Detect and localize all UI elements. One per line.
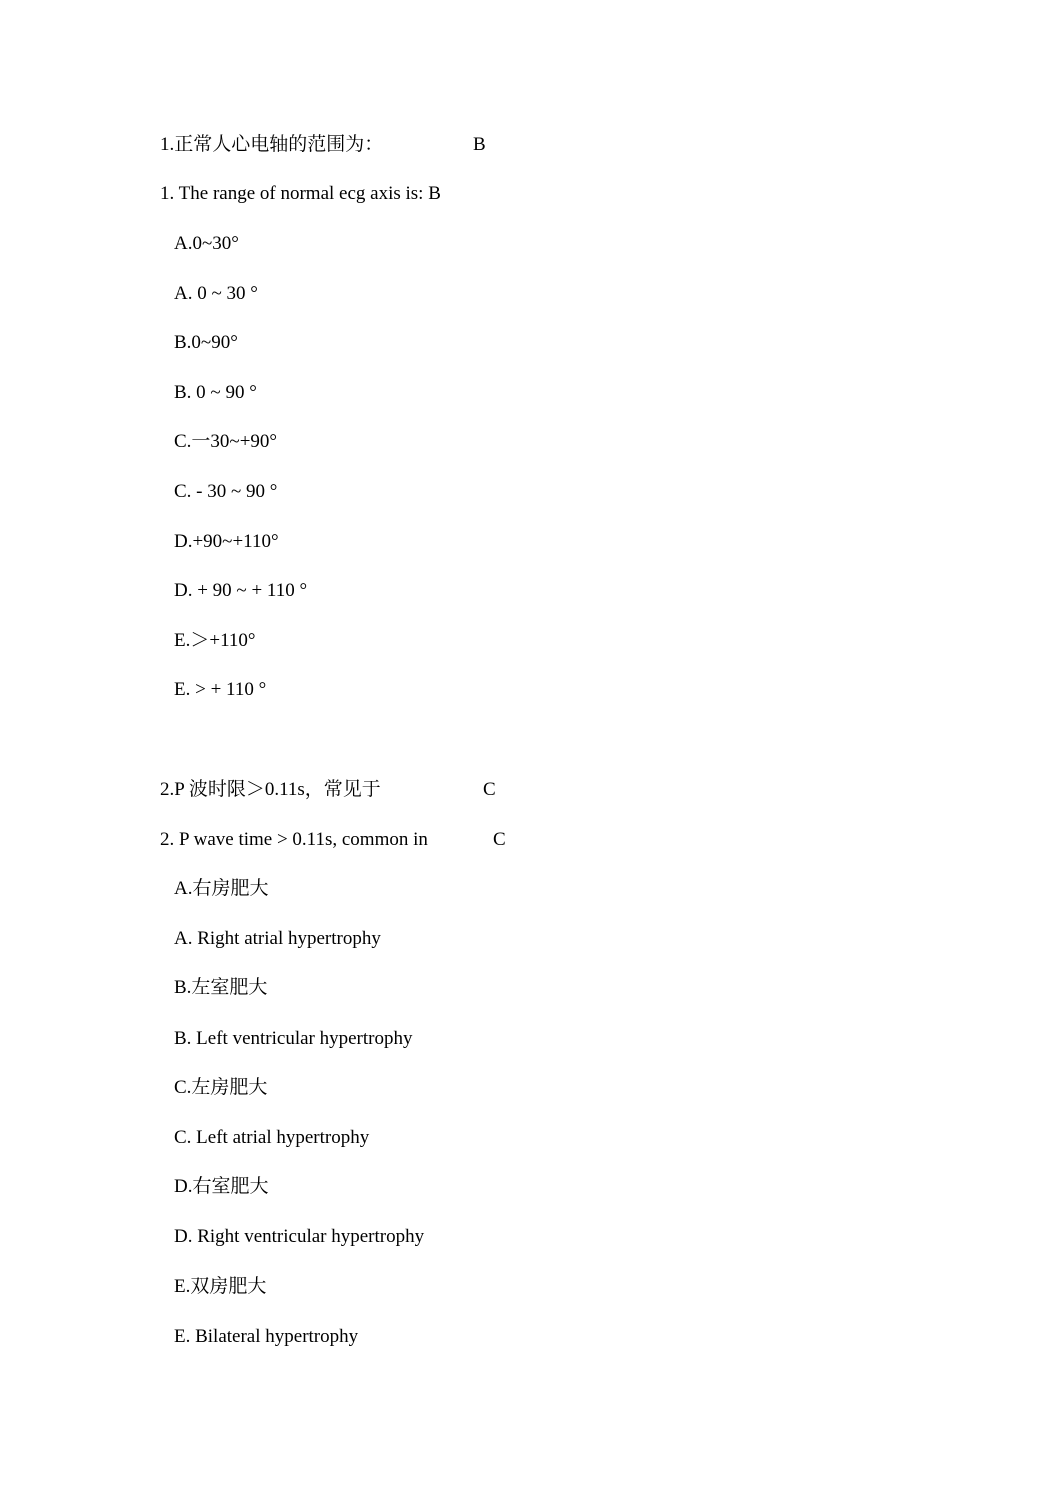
question-2-option-b-en: B. Left ventricular hypertrophy (174, 1028, 413, 1049)
question-2-answer-cn: C (483, 779, 496, 800)
question-2-option-a-en: A. Right atrial hypertrophy (174, 928, 381, 949)
question-1-option-c-en: C. - 30 ~ 90 ° (174, 481, 278, 502)
question-1-option-c-cn: C.一30~+90° (174, 431, 278, 452)
question-2-option-d-en: D. Right ventricular hypertrophy (174, 1226, 425, 1247)
question-1-title-cn (160, 133, 383, 157)
question-2-option-e-en: E. Bilateral hypertrophy (174, 1326, 359, 1347)
question-1-option-a-en: A. 0 ~ 30 ° (174, 283, 258, 304)
question-1-option-a-cn: A.0~30° (174, 233, 239, 254)
question-2-option-b-cn: B.左室肥大 (174, 977, 268, 998)
question-2-option-a-cn: A.右房肥大 (174, 878, 269, 899)
question-1-option-d-en: D. + 90 ~ + 110 ° (174, 580, 308, 601)
question-2-title-cn: 2.P 波时限＞0.11s，常见于 (160, 779, 381, 800)
question-1-option-e-en: E. > + 110 ° (174, 679, 267, 700)
question-1-title-en: 1. The range of normal ecg axis is: B (160, 183, 441, 204)
question-1-option-b-en: B. 0 ~ 90 ° (174, 382, 257, 403)
question-1-title-cn-text: 1.正常人心电轴的范围为： (160, 134, 384, 155)
question-2-option-c-cn: C.左房肥大 (174, 1077, 268, 1098)
question-1-option-d-cn: D.+90~+110° (174, 531, 279, 552)
question-2-option-d-cn: D.右室肥大 (174, 1176, 269, 1197)
question-2-title-en: 2. P wave time > 0.11s, common in (160, 829, 428, 850)
question-2-answer-en: C (493, 829, 506, 850)
question-1-option-b-cn: B.0~90° (174, 332, 238, 353)
question-2-option-e-cn: E.双房肥大 (174, 1276, 267, 1297)
question-1-option-e-cn: E.＞+110° (174, 630, 256, 651)
question-1-answer-cn: B (473, 134, 486, 155)
question-2-option-c-en: C. Left atrial hypertrophy (174, 1127, 370, 1148)
